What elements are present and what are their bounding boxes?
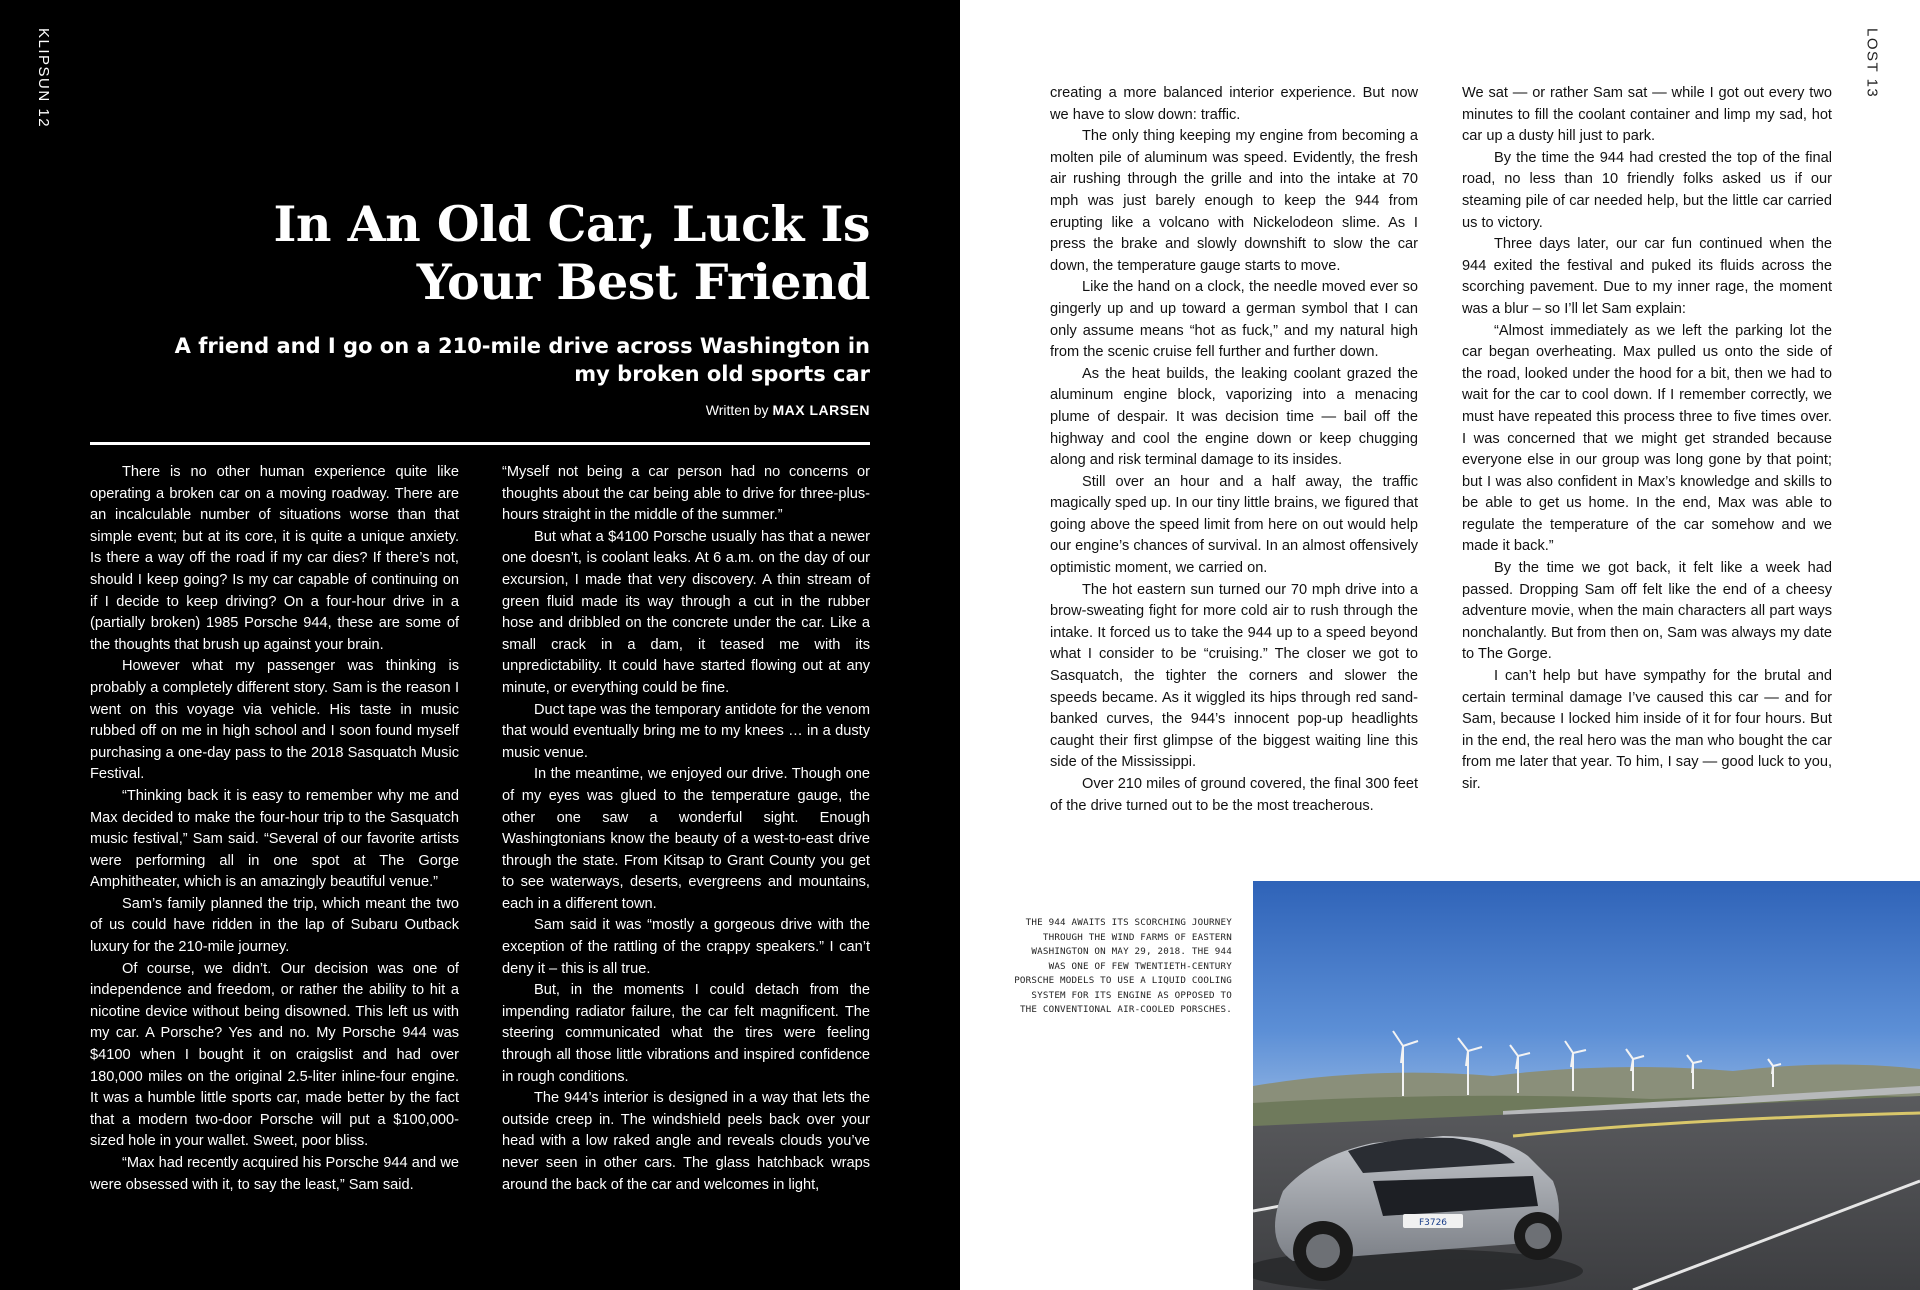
paragraph: Of course, we didn’t. Our decision was one of independence and freedom, or rather the ability to hit a nicotine device without being disowned. This left us with my car. A Porsche? Yes and no. My Porsche 944 was $4100 when I bought it on craigslist and had over 180,000 miles on the original 2.5-liter inline-four engine. It was a humble little sports car, made better by the fact that a modern two-door Porsche will put a $100,000-sized hole in your wallet. Sweet, poor bliss. — [90, 960, 459, 1150]
paragraph: But what a $4100 Porsche usually has that a newer one doesn’t, is coolant leaks. At 6 a.m. on the day of our excursion, I made that very discovery. A thin stream of green fluid made its way through a cut in the rubber hose and dribbled on the concrete under the car. Like a small crack in a dam, it teased me with its unpredictability. It could have started flowing out at any minute, or everything could be fine. — [502, 528, 870, 696]
paragraph: “Almost immediately as we left the parking lot the car began overheating. Max pulled us onto the side of the road, looked under the hood for a bit, then we had to wait for the car to cool down. If I remember correctly, we must have repeated this process three to five times over. I was concerned that we might get stranded because everyone else in our group was long gone by that point; but I was also confident in Max’s knowledge and skills to be able to get us home. In the end, Max was able to regulate the temperature of the car somehow and we made it back.” — [1462, 322, 1832, 555]
paragraph: Sam said it was “mostly a gorgeous drive with the exception of the rattling of the crappy speakers.” I can’t deny it – this is all true. — [502, 917, 870, 977]
paragraph: Over 210 miles of ground covered, the final 300 feet of the drive turned out to be the most treacherous. — [1050, 776, 1418, 814]
body-column-3 — [1050, 83, 1418, 817]
byline — [706, 402, 870, 418]
paragraph: Duct tape was the temporary antidote for the venom that would eventually bring me to my knees … in a dusty music venue. — [502, 701, 870, 761]
body-column-4 — [1462, 83, 1832, 796]
headline — [150, 195, 870, 311]
paragraph-continued: creating a more balanced interior experience. But now we have to slow down: traffic. — [1050, 85, 1418, 123]
folio-left: KLIPSUN 12 — [35, 28, 52, 129]
car-photo — [1253, 881, 1920, 1290]
paragraph-continued: “Myself not being a car person had no concerns or thoughts about the car being able to drive for three-plus-hours straight in the middle of the summer.” — [502, 464, 870, 524]
byline-author: MAX LARSEN — [772, 402, 870, 418]
paragraph: Still over an hour and a half away, the traffic magically sped up. In our tiny little brains, we figured that going above the speed limit from here on out would help our engine’s chances of survival. In an almost offensively optimistic moment, we carried on. — [1050, 473, 1418, 577]
paragraph: Like the hand on a clock, the needle moved ever so gingerly up and up toward a german symbol that I can only assume means “hot as fuck,” and my natural high from the scenic cruise fell further and further down. — [1050, 279, 1418, 361]
paragraph: The 944’s interior is designed in a way that lets the outside creep in. The windshield peels back over your head with a low raked angle and reveals clouds you’ve never seen in other cars. The glass hatchback wraps around the back of the car and welcomes in light, — [502, 1090, 870, 1193]
paragraph: As the heat builds, the leaking coolant grazed the aluminum engine block, vaporizing into a menacing plume of despair. It was decision time — bail off the highway and cool the engine down or keep chugging along and risk terminal damage to its insides. — [1050, 365, 1418, 469]
paragraph: But, in the moments I could detach from the impending radiator failure, the car felt magnificent. The steering communicated what the tires were feeling through all those little vibrations and inspired confidence in rough conditions. — [502, 982, 870, 1085]
paragraph: There is no other human experience quite like operating a broken car on a moving roadway. There are an incalculable number of situations worse than that simple event; but at its core, it is quite a unique anxiety. Is there a way off the road if my car dies? If there’s not, should I keep going? Is my car capable of continuing on if I decide to keep driving? On a four-hour drive in a (partially broken) 1985 Porsche 944, these are some of the thoughts that brush up against your brain. — [90, 464, 459, 653]
paragraph-continued: We sat — or rather Sam sat — while I got out every two minutes to fill the coolant container and limp my sad, hot car up a dusty hill just to park. — [1462, 85, 1832, 145]
paragraph: “Max had recently acquired his Porsche 944 and we were obsessed with it, to say the least,” Sam said. — [90, 1155, 459, 1193]
body-column-2 — [502, 462, 870, 1196]
headline-line-1: In An Old Car, Luck Is — [273, 195, 870, 253]
paragraph: By the time the 944 had crested the top of the final road, no less than 10 friendly folks asked us if our steaming pile of car needed help, but the little car carried us to victory. — [1462, 149, 1832, 231]
paragraph: Sam’s family planned the trip, which meant the two of us could have ridden in the lap of Subaru Outback luxury for the 210-mile journey. — [90, 895, 459, 956]
license-plate-text: F3726 — [1418, 1218, 1448, 1228]
body-column-1 — [90, 462, 459, 1196]
paragraph: The only thing keeping my engine from becoming a molten pile of aluminum was speed. Evidently, the fresh air rushing through the grille and into the intake at 70 mph was just barely enough to keep the 944 from erupting like a volcano with Nickelodeon slime. As I press the brake and slowly downshift to slow the car down, the temperature gauge starts to move. — [1050, 128, 1418, 274]
paragraph: The hot eastern sun turned our 70 mph drive into a brow-sweating fight for more cold air to rush through the intake. It forced us to take the 944 up to a speed beyond what I consider to be “cruising.” The closer we got to Sasquatch, the tighter the corners and slower the speeds became. As it wiggled its hips through red sand-banked curves, the 944’s innocent pop-up headlights caught their first glimpse of the biggest waiting line this side of the Mississippi. — [1050, 581, 1418, 771]
paragraph: Three days later, our car fun continued when the 944 exited the festival and puked its fluids across the scorching pavement. Due to my inner rage, the moment was a blur – so I’ll let Sam explain: — [1462, 236, 1832, 317]
folio-right: LOST 13 — [1863, 28, 1880, 99]
paragraph: “Thinking back it is easy to remember why me and Max decided to make the four-hour trip to the Sasquatch music festival,” Sam said. “Several of our favorite artists were performing all in one spot at The Gorge Amphitheater, which is an amazingly beautiful venue.” — [90, 787, 459, 891]
deck-line-1: A friend and I go on a 210-mile drive across Washington in — [174, 334, 870, 358]
photo-caption: THE 944 AWAITS ITS SCORCHING JOURNEY THROUGH THE WIND FARMS OF EASTERN WASHINGTON ON MAY 29, 2018. THE 944 WAS ONE OF FEW TWENTIETH-CENTURY PORSCHE MODELS TO USE A LIQUID COOLING SYSTEM FOR ITS ENGINE AS OPPOSED TO THE CONVENTIONAL AIR-COOLED PORSCHES. — [1014, 917, 1232, 1015]
byline-prefix: Written by — [705, 402, 769, 418]
paragraph: However what my passenger was thinking is probably a completely different story. Sam is the reason I went on this voyage via vehicle. His taste in music rubbed off on me in high school and I soon found myself purchasing a one-day pass to the 2018 Sasquatch Music Festival. — [90, 658, 459, 783]
deck — [110, 332, 870, 388]
headline-line-2: Your Best Friend — [416, 253, 870, 311]
paragraph: By the time we got back, it felt like a week had passed. Dropping Sam off felt like the end of a cheesy adventure movie, when the main characters all part ways nonchalantly. But from then on, Sam was always my date to The Gorge. — [1462, 560, 1832, 663]
divider-rule — [90, 442, 870, 445]
paragraph: I can’t help but have sympathy for the brutal and certain terminal damage I’ve caused this car — and for Sam, because I locked him inside of it for four hours. But in the end, the real hero was the man who bought the car from me later that year. To him, I say — good luck to you, sir. — [1462, 668, 1832, 792]
deck-line-2: my broken old sports car — [574, 362, 870, 386]
paragraph: In the meantime, we enjoyed our drive. Though one of my eyes was glued to the temperature gauge, the other one saw a wonderful sight. Enough Washingtonians know the beauty of a west-to-east drive through the state. From Kitsap to Grant County you get to see waterways, deserts, evergreens and mountains, each in a different town. — [502, 766, 870, 912]
